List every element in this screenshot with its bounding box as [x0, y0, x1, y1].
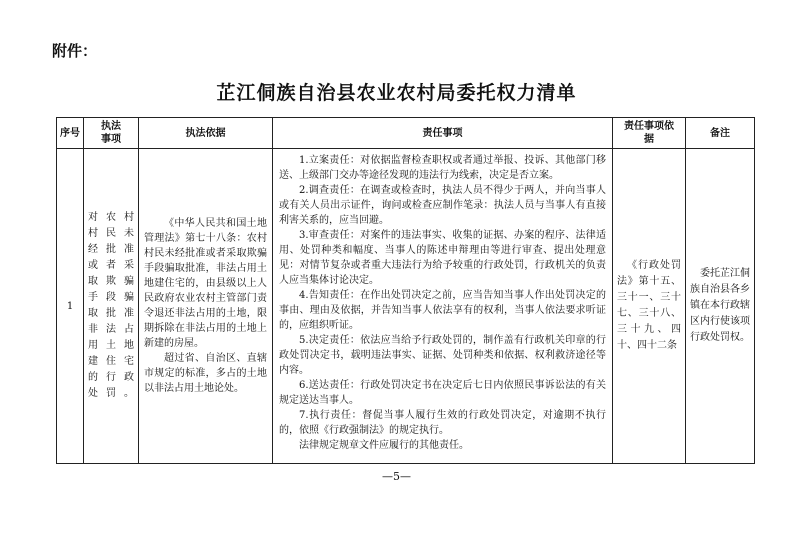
enforcement-item — [84, 149, 139, 464]
item-line: 或者采 — [88, 260, 134, 271]
item-line: 建住宅 — [88, 356, 134, 367]
responsibility-items — [273, 149, 613, 464]
basis-paragraph: 《中华人民共和国土地管理法》第七十八条：农村村民未经批准或者采取欺骗手段骗取批准，非法占用土地建住宅的，由县级以上人民政府农业农村主管部门责令退还非法占用的土地，限期拆除在非法占用的土地上新建的房屋。 — [144, 218, 267, 349]
power-list-table — [56, 117, 755, 464]
responsibility-paragraph: 3.审查责任：对案件的违法事实、收集的证据、办案的程序、法律适用、处罚种类和幅度、当事人的陈述申辩理由等进行审查、提出处理意见：对情节复杂或者重大违法行为给予较重的行政处罚，行政机关的负责人应当集体讨论决定。 — [279, 230, 606, 286]
item-line: 的行政 — [88, 372, 134, 383]
note-text: 委托芷江侗族自治县各乡镇在本行政辖区内行使该项行政处罚权。 — [690, 268, 750, 343]
responsibility-paragraph: 6.送达责任：行政处罚决定书在决定后七日内依照民事诉讼法的有关规定送达当事人。 — [279, 380, 606, 406]
row-number: 1 — [57, 149, 84, 464]
item-line: 非法占 — [88, 324, 134, 335]
header-responsibility: 责任事项 — [273, 118, 613, 149]
header-note: 备注 — [686, 118, 755, 149]
responsibility-paragraph: 5.决定责任：依法应当给予行政处罚的，制作盖有行政机关印章的行政处罚决定书，载明违法事实、证据、处罚种类和依据、权利救济途径等内容。 — [279, 335, 606, 376]
header-resp-basis: 责任事项依据 — [613, 118, 686, 149]
header-no: 序号 — [57, 118, 84, 149]
item-line: 经批准 — [88, 244, 134, 255]
page-number: —5— — [382, 470, 411, 483]
header-item: 执法事项 — [84, 118, 139, 149]
responsibility-basis — [613, 149, 686, 464]
item-line: 取欺骗 — [88, 276, 134, 287]
item-line: 手段骗 — [88, 292, 134, 303]
responsibility-paragraph: 2.调查责任：在调查或检查时，执法人员不得少于两人，并向当事人或有关人员出示证件，询问或检查应制作笔录：执法人员与当事人有直接利害关系的，应当回避。 — [279, 185, 606, 226]
table-row — [57, 149, 755, 464]
page-title: 芷江侗族自治县农业农村局委托权力清单 — [216, 82, 577, 104]
item-line: 对农村 — [88, 212, 134, 223]
item-line: 村民未 — [88, 228, 134, 239]
responsibility-basis-text: 《行政处罚法》第十五、三十一、三十七、三十八、三十九、四十、四十二条 — [617, 260, 681, 351]
note — [686, 149, 755, 464]
header-basis: 执法依据 — [139, 118, 273, 149]
attachment-label: 附件： — [52, 42, 98, 60]
item-line: 取批准 — [88, 308, 134, 319]
table-header-row — [57, 118, 755, 149]
item-line: 用土地 — [88, 340, 134, 351]
item-line: 处罚。 — [88, 388, 134, 399]
responsibility-paragraph: 1.立案责任：对依据监督检查职权或者通过举报、投诉、其他部门移送、上级部门交办等途径发现的违法行为线索，决定是否立案。 — [279, 155, 606, 181]
responsibility-paragraph: 4.告知责任：在作出处罚决定之前，应当告知当事人作出处罚决定的事由、理由及依据，并告知当事人依法享有的权利，当事人依法要求听证的，应组织听证。 — [279, 290, 606, 331]
enforcement-basis — [139, 149, 273, 464]
responsibility-paragraph: 法律规定规章文件应履行的其他责任。 — [299, 440, 469, 451]
responsibility-paragraph: 7.执行责任：督促当事人履行生效的行政处罚决定，对逾期不执行的，依照《行政强制法》的规定执行。 — [279, 410, 606, 436]
basis-paragraph: 超过省、自治区、直辖市规定的标准，多占的土地以非法占用土地论处。 — [144, 353, 267, 394]
